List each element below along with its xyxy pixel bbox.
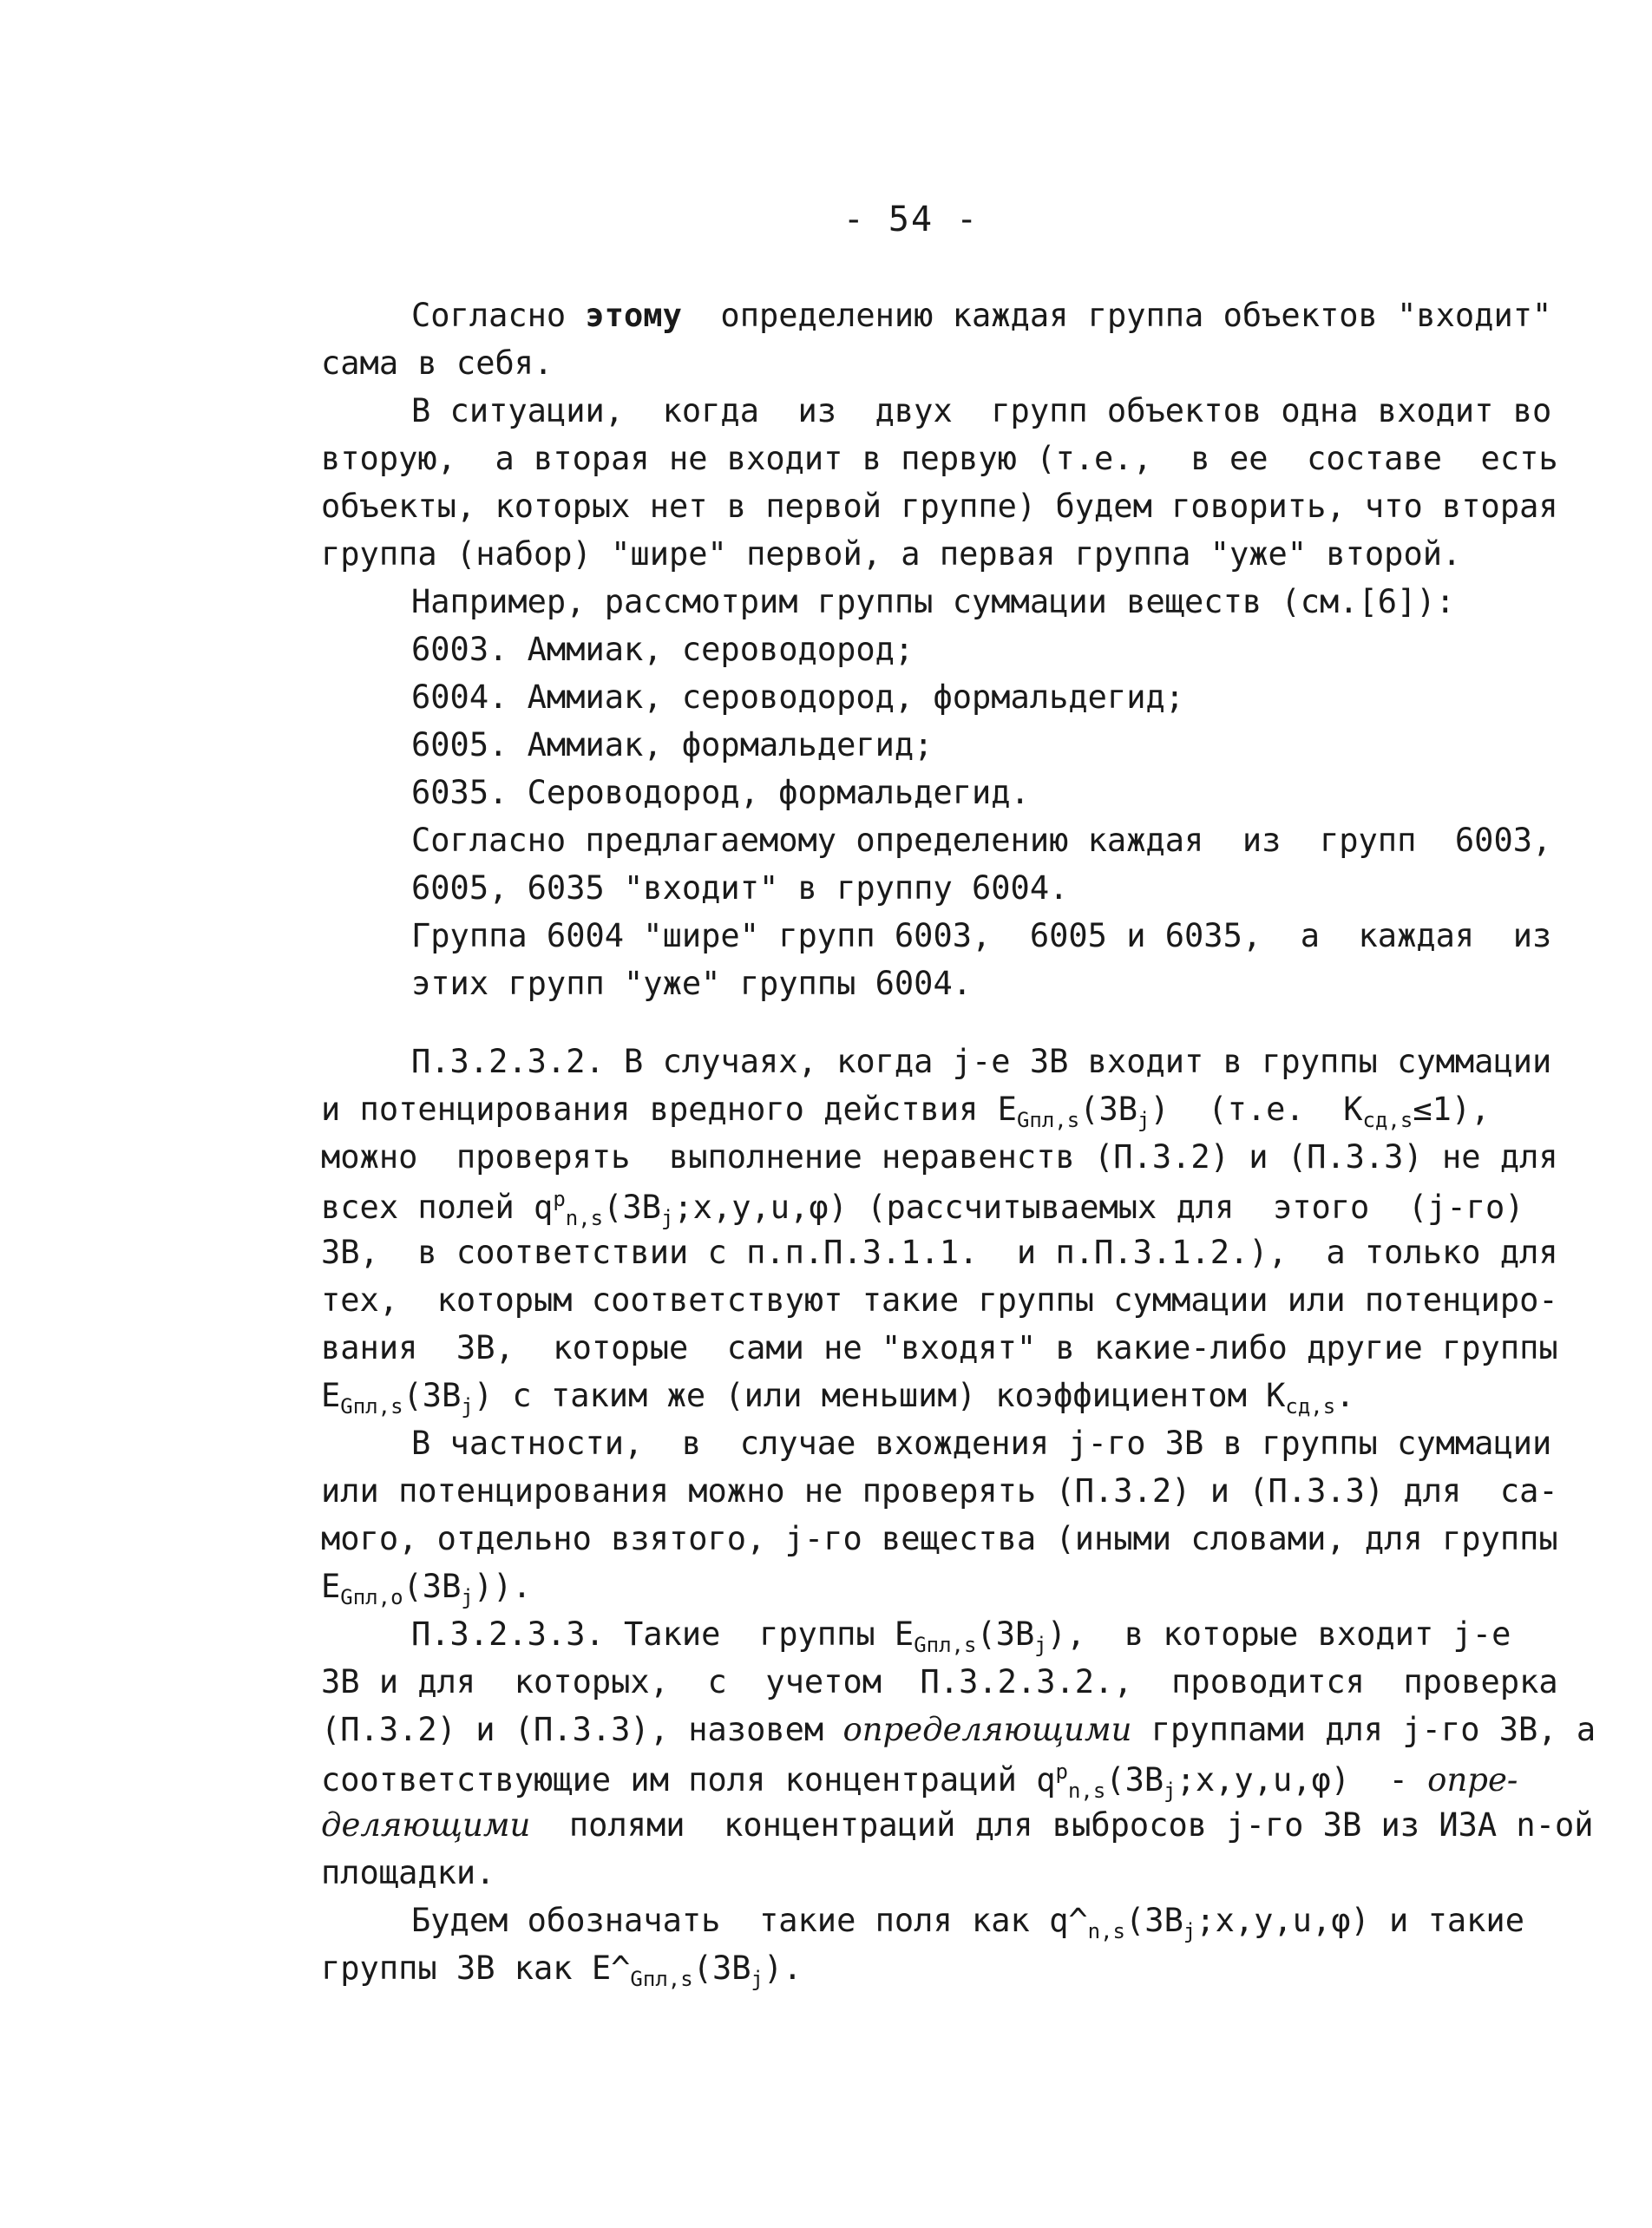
paragraph2-line3: объекты, которых нет в первой группе) будем говорить, что вторая bbox=[321, 488, 1558, 525]
text-run: . bbox=[1335, 1377, 1355, 1414]
text-run: группами для j-го ЗВ, а bbox=[1131, 1711, 1596, 1748]
section-3233-line2: ЗВ и для которых, с учетом П.3.2.3.2., проводится проверка bbox=[321, 1663, 1558, 1700]
italic-term: определяющими bbox=[842, 1711, 1132, 1748]
paragraph1-line2: сама в себя. bbox=[321, 344, 554, 382]
section-3232-p2-line2: или потенцирования можно не проверять (П.3.2) и (П.3.3) для са- bbox=[321, 1472, 1558, 1510]
text-run: ≤1), bbox=[1413, 1091, 1491, 1128]
paragraph1-line1 bbox=[411, 297, 1552, 334]
subscript: Gпл,s bbox=[914, 1633, 977, 1657]
subscript: n,s bbox=[1067, 1779, 1106, 1803]
text-run: соответствующие им поля концентраций q bbox=[321, 1761, 1056, 1799]
subscript: Gпл,s bbox=[340, 1394, 403, 1419]
text-run: (ЗВ bbox=[1105, 1761, 1164, 1799]
subscript: n,s bbox=[1087, 1919, 1126, 1943]
section-3232-line6: тех, которым соответствуют такие группы суммации или потенциро- bbox=[321, 1281, 1558, 1319]
text-run: )). bbox=[473, 1568, 532, 1605]
subscript: j bbox=[1164, 1779, 1177, 1803]
section-3232-line3: можно проверять выполнение неравенств (П.3.2) и (П.3.3) не для bbox=[321, 1138, 1558, 1176]
section-3232-line1: П.3.2.3.2. В случаях, когда j-е ЗВ входит в группы суммации bbox=[411, 1043, 1552, 1080]
superscript: p bbox=[553, 1187, 566, 1211]
subscript: j bbox=[461, 1585, 474, 1609]
subscript: Gпл,s bbox=[1016, 1108, 1080, 1132]
italic-term: деляющими bbox=[321, 1806, 531, 1844]
text-run: ). bbox=[763, 1950, 803, 1987]
superscript: p bbox=[1055, 1759, 1068, 1784]
section-3233-line3 bbox=[321, 1711, 1596, 1748]
example-conclusion-line3: Группа 6004 "шире" групп 6003, 6005 и 6035, а каждая из bbox=[411, 917, 1552, 954]
paragraph2-line4: группа (набор) "шире" первой, а первая группа "уже" второй. bbox=[321, 535, 1462, 573]
text-run: (ЗВ bbox=[603, 1189, 661, 1226]
example-group-6035: 6035. Сероводород, формальдегид. bbox=[411, 774, 1030, 811]
subscript: Gпл,o bbox=[340, 1585, 403, 1609]
section-3232-p2-line4 bbox=[321, 1570, 532, 1608]
closing-line1 bbox=[411, 1904, 1524, 1942]
text-run: ), в которые входит j-е bbox=[1046, 1615, 1511, 1653]
section-3232-p2-line3: мого, отдельно взятого, j-го вещества (иными словами, для группы bbox=[321, 1520, 1558, 1557]
example-conclusion-line2: 6005, 6035 "входит" в группу 6004. bbox=[411, 869, 1069, 907]
example-intro: Например, рассмотрим группы суммации веществ (см.[6]): bbox=[411, 583, 1455, 620]
example-group-6004: 6004. Аммиак, сероводород, формальдегид; bbox=[411, 678, 1185, 716]
section-3232-line8 bbox=[321, 1379, 1354, 1417]
text-run: полями концентраций для выбросов j-го ЗВ из ИЗА n-ой bbox=[530, 1806, 1594, 1844]
page-number: - 54 - bbox=[842, 200, 980, 239]
closing-line2 bbox=[321, 1952, 803, 1989]
section-3232-line7: вания ЗВ, которые сами не "входят" в какие-либо другие группы bbox=[321, 1329, 1558, 1366]
text-run: и потенцирования вредного действия E bbox=[321, 1091, 1017, 1128]
italic-term: опре- bbox=[1427, 1761, 1518, 1799]
paragraph2-line2: вторую, а вторая не входит в первую (т.е., в ее составе есть bbox=[321, 440, 1558, 477]
subscript: j bbox=[1137, 1108, 1150, 1132]
text-run: (ЗВ bbox=[1125, 1902, 1183, 1939]
section-3233-line5 bbox=[321, 1806, 1594, 1844]
text-run: ) с таким же (или меньшим) коэффициентом K bbox=[473, 1377, 1286, 1414]
text-run: (ЗВ bbox=[976, 1615, 1035, 1653]
text-run: Будем обозначать такие поля как q^ bbox=[411, 1902, 1088, 1939]
text-run: ;x,y,u,φ) и такие bbox=[1196, 1902, 1524, 1939]
text-run: E bbox=[321, 1377, 341, 1414]
subscript: j bbox=[1183, 1919, 1196, 1943]
text-run: ;x,y,u,φ) (рассчитываемых для этого (j-го) bbox=[673, 1189, 1524, 1226]
subscript: Gпл,s bbox=[630, 1967, 693, 1991]
text-run: (П.3.2) и (П.3.3), назовем bbox=[321, 1711, 843, 1748]
section-3233-line6: площадки. bbox=[321, 1854, 495, 1891]
text-run: (ЗВ bbox=[403, 1568, 462, 1605]
text-run: определению каждая группа объектов "входит" bbox=[681, 297, 1552, 334]
section-3233-line4 bbox=[321, 1761, 1518, 1801]
subscript: j bbox=[1034, 1633, 1047, 1657]
text-run: E bbox=[321, 1568, 341, 1605]
text-run: П.3.2.3.3. Такие группы E bbox=[411, 1615, 914, 1653]
section-3233-line1 bbox=[411, 1615, 1511, 1657]
text-run: Согласно bbox=[411, 297, 586, 334]
subscript: j bbox=[751, 1967, 764, 1991]
example-group-6005: 6005. Аммиак, формальдегид; bbox=[411, 726, 934, 763]
text-run: (ЗВ bbox=[1079, 1091, 1138, 1128]
section-3232-line2 bbox=[321, 1093, 1490, 1130]
section-3232-p2-line1: В частности, в случае вхождения j-го ЗВ в группы суммации bbox=[411, 1425, 1552, 1462]
text-run: ;x,y,u,φ) - bbox=[1176, 1761, 1428, 1799]
paragraph2-line1: В ситуации, когда из двух групп объектов одна входит во bbox=[411, 392, 1552, 429]
example-conclusion-line4: этих групп "уже" группы 6004. bbox=[411, 965, 973, 1002]
subscript: j bbox=[461, 1394, 474, 1419]
text-run: ) (т.е. K bbox=[1150, 1091, 1363, 1128]
text-run-bold: этому bbox=[585, 297, 682, 334]
subscript: j bbox=[660, 1206, 674, 1230]
example-conclusion-line1: Согласно предлагаемому определению каждая из групп 6003, bbox=[411, 822, 1552, 859]
section-3232-line4 bbox=[321, 1189, 1524, 1229]
example-group-6003: 6003. Аммиак, сероводород; bbox=[411, 631, 914, 668]
subscript: сд,s bbox=[1285, 1394, 1336, 1419]
text-run: (ЗВ bbox=[403, 1377, 462, 1414]
text-run: всех полей q bbox=[321, 1189, 554, 1226]
text-run: (ЗВ bbox=[692, 1950, 751, 1987]
text-run: группы ЗВ как E^ bbox=[321, 1950, 631, 1987]
section-3232-line5: ЗВ, в соответствии с п.п.П.3.1.1. и п.П.3.1.2.), а только для bbox=[321, 1234, 1558, 1271]
subscript: n,s bbox=[565, 1206, 604, 1230]
subscript: сд,s bbox=[1362, 1108, 1413, 1132]
